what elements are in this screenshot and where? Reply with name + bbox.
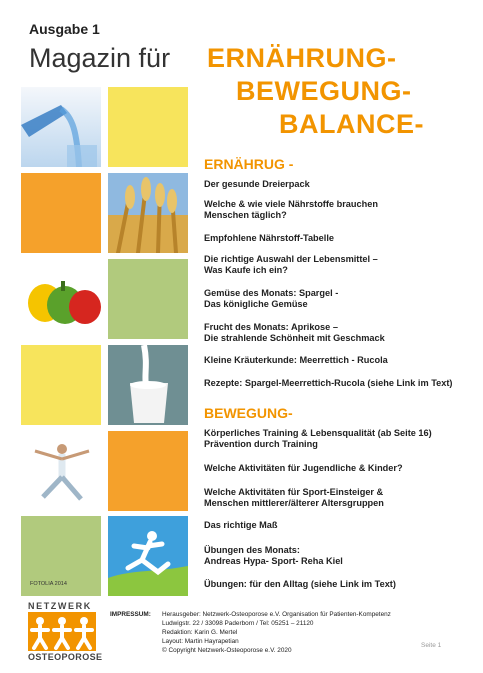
logo-text-bottom: OSTEOPOROSE xyxy=(28,652,103,662)
network-logo xyxy=(28,601,103,662)
issue-label: Ausgabe 1 xyxy=(29,21,100,37)
section-heading-nutrition: ERNÄHRUG - xyxy=(204,156,294,172)
water-photo xyxy=(21,87,101,167)
logo-figures-icon xyxy=(28,612,96,651)
list-item: Das richtige Maß xyxy=(204,520,278,530)
color-tile xyxy=(108,87,188,167)
list-item: Übungen: für den Alltag (siehe Link im Text) xyxy=(204,579,396,589)
wheat-photo xyxy=(108,173,188,253)
list-item: Der gesunde Dreierpack xyxy=(204,179,310,189)
imprint-line: Layout: Martin Hayrapetian xyxy=(162,638,239,645)
title-line-movement: BEWEGUNG- xyxy=(236,76,412,106)
imprint-line: Redaktion: Karin G. Mertel xyxy=(162,629,238,636)
title-line-balance: BALANCE- xyxy=(279,109,424,139)
yoga-photo xyxy=(21,431,101,511)
list-item: Gemüse des Monats: Spargel - Das königliche Gemüse xyxy=(204,288,339,309)
list-item: Körperliches Training & Lebensqualität (ab Seite 16) Prävention durch Training xyxy=(204,428,432,449)
imprint-line: Ludwigstr. 22 / 33098 Paderborn / Tel: 05251 – 21120 xyxy=(162,620,314,627)
list-item: Welche Aktivitäten für Sport-Einsteiger & Menschen mittlerer/älterer Altersgruppen xyxy=(204,487,384,508)
imprint-label: IMPRESSUM: xyxy=(110,611,151,618)
color-tile xyxy=(21,173,101,253)
page-number: Seite 1 xyxy=(421,642,442,649)
list-item: Die richtige Auswahl der Lebensmittel – Was Kaufe ich ein? xyxy=(204,254,378,275)
list-item: Übungen des Monats: Andreas Hypa- Sport- Reha Kiel xyxy=(204,545,343,566)
photo-credit: FOTOLIA 2014 xyxy=(30,581,67,587)
color-tile xyxy=(108,259,188,339)
section-heading-movement: BEWEGUNG- xyxy=(204,405,293,421)
milk-photo xyxy=(108,345,188,425)
title-line-nutrition: ERNÄHRUNG- xyxy=(207,43,397,73)
list-item: Frucht des Monats: Aprikose – Die strahlende Schönheit mit Geschmack xyxy=(204,322,385,343)
imprint-line: © Copyright Netzwerk-Osteoporose e.V. 2020 xyxy=(162,647,292,654)
runner-photo xyxy=(108,516,188,596)
color-tile xyxy=(108,431,188,511)
list-item: Empfohlene Nährstoff-Tabelle xyxy=(204,233,334,243)
imprint-line: Herausgeber: Netzwerk-Osteoporose e.V. Organisation für Patienten-Kompetenz xyxy=(162,611,391,618)
list-item: Rezepte: Spargel-Meerrettich-Rucola (siehe Link im Text) xyxy=(204,378,453,388)
list-item: Welche Aktivitäten für Jugendliche & Kinder? xyxy=(204,463,403,473)
color-tile xyxy=(21,345,101,425)
magazine-label: Magazin für xyxy=(29,43,171,73)
list-item: Kleine Kräuterkunde: Meerrettich - Rucola xyxy=(204,355,388,365)
peppers-photo xyxy=(21,259,101,339)
list-item: Welche & wie viele Nährstoffe brauchen Menschen täglich? xyxy=(204,199,378,220)
logo-text-top: NETZWERK xyxy=(28,601,92,611)
